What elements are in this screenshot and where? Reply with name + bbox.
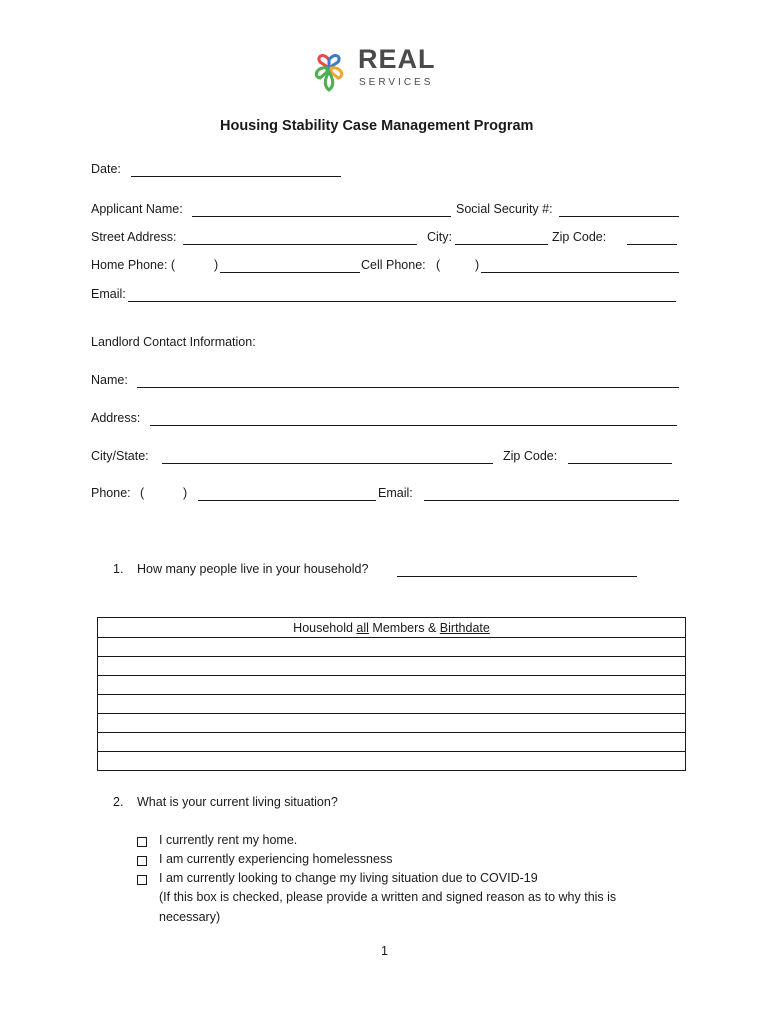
header-text-household: Household (293, 620, 357, 635)
household-members-table (97, 617, 686, 771)
logo-word: REAL (358, 44, 436, 74)
landlord-name-label: Name: (91, 373, 128, 387)
home-phone-label: Home Phone: ( (91, 258, 176, 272)
zip-label: Zip Code: (552, 230, 607, 244)
landlord-city-state-field[interactable] (162, 463, 493, 464)
option-rent-label: I currently rent my home. (159, 833, 298, 847)
landlord-zip-field[interactable] (568, 463, 672, 464)
page-title: Housing Stability Case Management Program (220, 118, 534, 134)
table-cell[interactable] (98, 752, 686, 771)
option-covid-label: I am currently looking to change my living situation due to COVID-19 (159, 871, 538, 885)
table-header (98, 618, 686, 638)
landlord-name-field[interactable] (137, 387, 679, 388)
q1-text: How many people live in your household? (137, 562, 369, 576)
table-row[interactable] (98, 714, 686, 733)
table-cell[interactable] (98, 676, 686, 695)
city-label: City: (427, 230, 452, 244)
table-row[interactable] (98, 695, 686, 714)
landlord-email-field[interactable] (424, 500, 679, 501)
table-cell[interactable] (98, 657, 686, 676)
table-row[interactable] (98, 638, 686, 657)
table-cell[interactable] (98, 695, 686, 714)
header-text-members: Members & (368, 620, 440, 635)
header-text-birthdate: Birthdate (439, 620, 490, 635)
page-number: 1 (381, 944, 388, 958)
landlord-email-label: Email: (378, 486, 413, 500)
landlord-phone-close-paren: ) (183, 486, 188, 500)
table-header-row (98, 618, 686, 638)
street-address-label: Street Address: (91, 230, 177, 244)
cell-phone-label: Cell Phone: (361, 258, 426, 272)
option-covid-checkbox[interactable] (137, 875, 147, 885)
table-row[interactable] (98, 657, 686, 676)
email-field[interactable] (128, 301, 676, 302)
applicant-name-label: Applicant Name: (91, 202, 183, 216)
home-phone-field[interactable] (220, 272, 360, 273)
option-homeless-checkbox[interactable] (137, 856, 147, 866)
date-field[interactable] (131, 176, 341, 177)
city-field[interactable] (455, 244, 548, 245)
q2-text: What is your current living situation? (137, 795, 338, 809)
applicant-name-field[interactable] (192, 216, 451, 217)
home-phone-close-paren: ) (214, 258, 219, 272)
table-row[interactable] (98, 676, 686, 695)
option-rent-checkbox[interactable] (137, 837, 147, 847)
landlord-address-field[interactable] (150, 425, 677, 426)
q2-number: 2. (113, 795, 124, 809)
landlord-city-state-label: City/State: (91, 449, 149, 463)
date-label: Date: (91, 162, 121, 176)
ssn-label: Social Security #: (456, 202, 553, 216)
landlord-address-label: Address: (91, 411, 141, 425)
landlord-zip-label: Zip Code: (503, 449, 558, 463)
cell-phone-field[interactable] (481, 272, 679, 273)
landlord-phone-label: Phone: (91, 486, 131, 500)
landlord-phone-open-paren: ( (140, 486, 145, 500)
table-row[interactable] (98, 752, 686, 771)
ssn-field[interactable] (559, 216, 679, 217)
table-cell[interactable] (98, 733, 686, 752)
header-text-all: all (356, 620, 369, 635)
landlord-phone-field[interactable] (198, 500, 376, 501)
zip-field[interactable] (627, 244, 677, 245)
heart-cluster-icon (306, 42, 352, 94)
table-cell[interactable] (98, 714, 686, 733)
logo-subtitle: SERVICES (359, 77, 434, 88)
option-covid-note-line2: necessary) (159, 910, 221, 924)
table-row[interactable] (98, 733, 686, 752)
email-label: Email: (91, 287, 126, 301)
q1-number: 1. (113, 562, 124, 576)
cell-phone-open-paren: ( (436, 258, 441, 272)
landlord-heading: Landlord Contact Information: (91, 335, 256, 349)
logo (306, 42, 446, 94)
cell-phone-close-paren: ) (475, 258, 480, 272)
option-covid-note-line1: (If this box is checked, please provide a written and signed reason as to why this is (159, 890, 617, 904)
table-cell[interactable] (98, 638, 686, 657)
option-homeless-label: I am currently experiencing homelessness (159, 852, 393, 866)
household-count-field[interactable] (397, 576, 637, 577)
street-address-field[interactable] (183, 244, 417, 245)
